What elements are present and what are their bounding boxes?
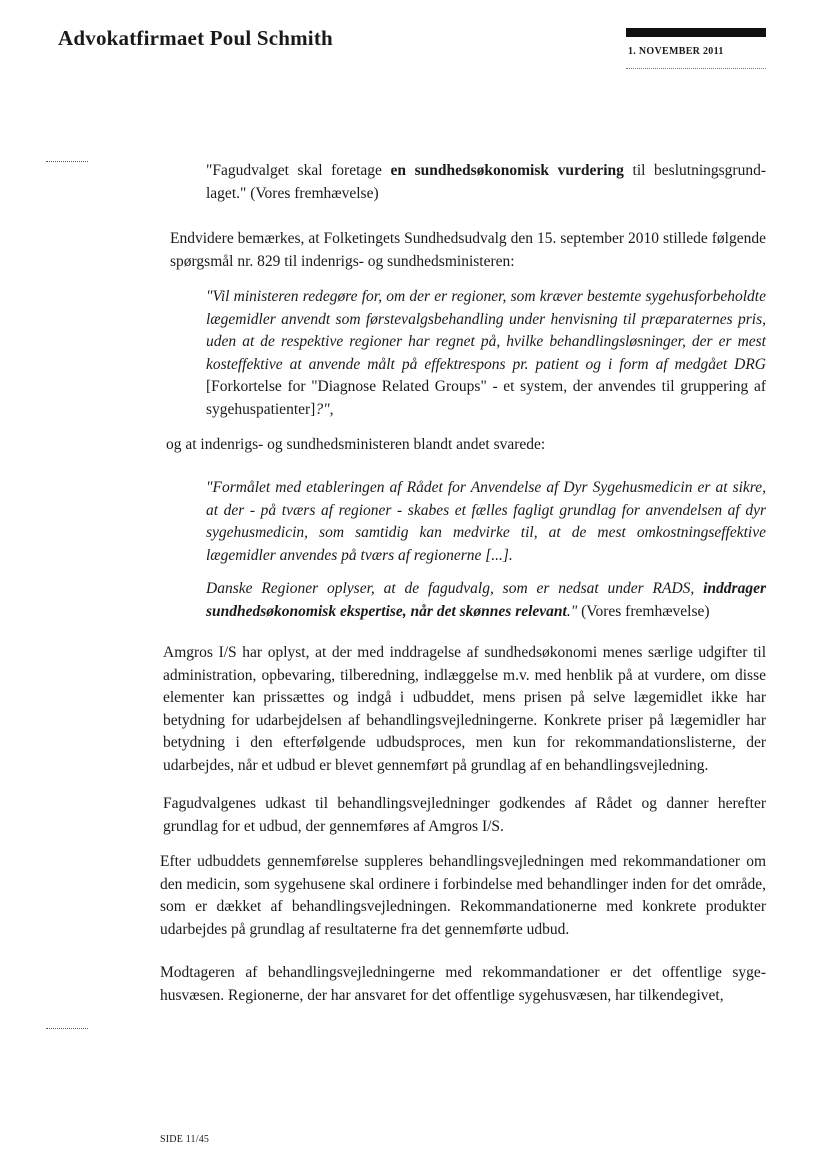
- fold-mark-bottom: [46, 1028, 88, 1029]
- quote-6-emphasis: inddrager sundhedsøkonomisk ekspertise, når det skønnes relevant: [206, 580, 766, 620]
- quote-1-tail: til beslutningsgrundlaget." (Vores fremhævelse): [206, 162, 766, 202]
- body-paragraph-8: Fagudvalgenes udkast til behandlingsvejledninger godkendes af Rådet og danner herefter grundlag for et udbud, der gennemføres af Amgros I/S.: [163, 795, 766, 835]
- header-black-bar: [626, 28, 766, 37]
- firm-name: Advokatfirmaet Poul Schmith: [58, 26, 333, 50]
- quote-6-italic: Danske Regioner oplyser, at de fagudvalg, som er nedsat under RADS,: [206, 580, 704, 597]
- body-paragraph-4: og at indenrigs- og sundhedsministeren blandt andet svarede:: [166, 436, 546, 453]
- page-number: SIDE 11/45: [160, 1134, 210, 1145]
- quote-1-text: "Fagudvalget skal foretage: [206, 162, 391, 179]
- quote-3-end: ?",: [315, 400, 334, 418]
- header-dotted-rule: [626, 68, 766, 69]
- quote-3-italic: "Vil ministeren redegøre for, om der er regioner, som kræver bestemte sygehusforbeholdte lægemidler anvendt som førstevalgsbehandling under henvisning til præparaternes pris, uden at de respektive regioner har regnet på, hvilke behandlingsløsninger, der er mest kosteffektive at anvende målt på effektrespons pr. patient og i form af medgået DRG: [206, 288, 766, 373]
- body-paragraph-2: Endvidere bemærkes, at Folketingets Sundhedsudvalg den 15. september 2010 stillede følgende spørgsmål nr. 829 til indenrigs- og sundhedsministeren:: [170, 230, 766, 270]
- quote-paragraph-5: "Formålet med etableringen af Rådet for Anvendelse af Dyr Sygehusmedicin er at sikre, at der - på tværs af regioner - skabes et fælles fagligt grundlag for anvendelsen af dyr sygehusmedicin, som samtidig kan medvirke til, at de mest omkostningseffektive lægemidler anvendes på tværs af regionerne [...].: [206, 479, 766, 564]
- quote-6-end: .": [566, 602, 578, 620]
- document-date: 1. NOVEMBER 2011: [628, 46, 724, 57]
- quote-1-emphasis: en sundhedsøkonomisk vurdering: [390, 162, 624, 179]
- fold-mark-top: [46, 161, 88, 162]
- body-paragraph-7: Amgros I/S har oplyst, at der med inddragelse af sundhedsøkonomi menes særlige udgifter til administration, opbevaring, tilberedning, indlæggelse m.v. med henblik på at vurdere, om disse elementer kan prissættes og indgå i udbuddet, mens prisen på selve lægemidlet ikke har betydning for udarbejdelsen af behandlingsvejledningerne. Konkrete priser på lægemidler har betydning i den efterfølgende udbudsproces, men kun for rekommandationslisterne, der udarbejdes, når et udbud er blevet gennemført på grundlag af en behandlingsvejledning.: [163, 644, 766, 774]
- body-paragraph-10: Modtageren af behandlingsvejledningerne med rekommandationer er det offentlige sygehusvæsen. Regionerne, der har ansvaret for det offentlige sygehusvæsen, har tilkendegivet,: [160, 964, 766, 1004]
- quote-3-bracket-note: [Forkortelse for "Diagnose Related Groups" - et system, der anvendes til gruppering af sygehuspatienter]: [206, 378, 766, 418]
- quote-6-note: (Vores fremhævelse): [577, 602, 710, 620]
- body-paragraph-9: Efter udbuddets gennemførelse suppleres behandlingsvejledningen med rekommandationer om den medicin, som sygehusene skal ordinere i forbindelse med behandlinger inden for det område, som er dækket af behandlingsvejledningen. Rekommandationerne med konkrete produkter udarbejdes på grundlag af resultaterne fra det gennemførte udbud.: [160, 853, 766, 938]
- quote-paragraph-1: [206, 160, 766, 205]
- quote-paragraph-3: [206, 286, 766, 421]
- quote-paragraph-6: [206, 578, 766, 623]
